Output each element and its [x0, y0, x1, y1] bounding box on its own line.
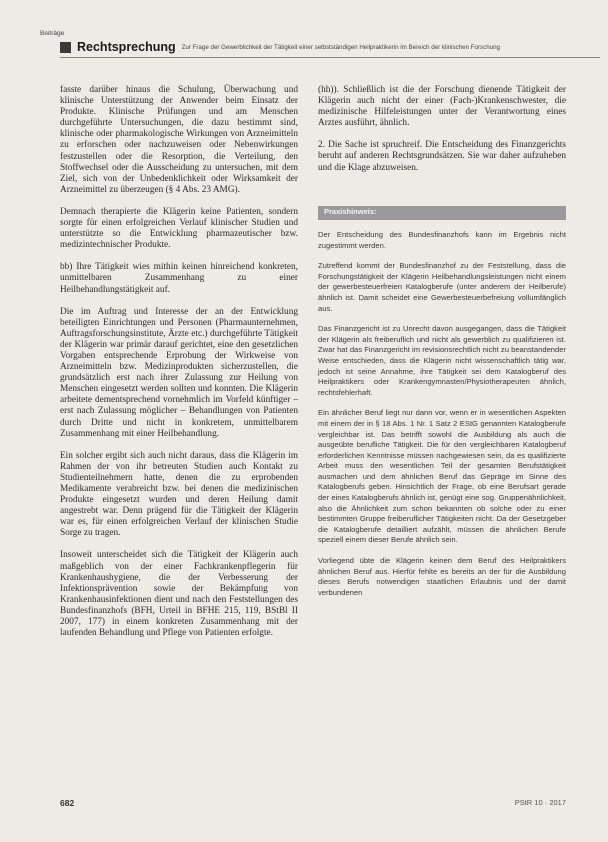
paragraph: Ein solcher ergibt sich auch nicht daraus, dass die Klägerin im Rahmen der von ihr betreuten Studien auch Kontakt zu Studienteilnehmern hatte, denen die zu erprobenden Medikamente verabreicht bzw. bei denen die medizinischen Produkte eingesetzt wurden und deren Heilung damit angestrebt war. Denn prägend für die Tätigkeit der Klägerin war es, für einen erfolgreichen Verlauf der klinischen Studie Sorge zu tragen. — [60, 450, 298, 539]
practice-note-body — [318, 230, 566, 608]
note-paragraph: Zutreffend kommt der Bundesfinanzhof zu der Feststellung, dass die Forschungstätigkeit der Klägerin Heilbehandlungsleistungen nicht einem der gewerbesteuerfreien Katalogberufe (unter anderem der Heilberufe) ähnlich ist. Damit scheidet eine Gewerbesteuerbefreiung vollumfänglich aus. — [318, 261, 566, 313]
note-paragraph: Vorliegend übte die Klägerin keinen dem Beruf des Heilpraktikers ähnlichen Beruf aus. Hierfür fehlte es bereits an der für die Ausbildung dieses Berufs notwendigen staatlichen Erlaubnis und der damit verbundenen — [318, 556, 566, 597]
paragraph: (hh)). Schließlich ist die der Forschung dienende Tätigkeit der Klägerin auch nicht der einer (Fach-)Krankenschwester, die medizinische Hilfeleistungen unter der Verantwortung eines Arztes ausführt, ähnlich. — [318, 85, 566, 129]
paragraph: fasste darüber hinaus die Schulung, Überwachung und klinische Unterstützung der Anwender beim Einsatz der Produkte. Klinische Prüfungen und am Menschen durchgeführte Untersuchungen, die dazu bestimmt sind, klinische oder pharmakologische Wirkungen von Arzneimitteln zu erforschen oder nachzuweisen oder Nebenwirkungen festzustellen oder die Resorption, die Verteilung, den Stoffwechsel oder die Ausscheidung zu untersuchen, mit dem Ziel, sich von der Unbedenklichkeit oder Wirksamkeit der Arzneimittel zu überzeugen (§ 4 Abs. 23 AMG). — [60, 85, 298, 195]
note-paragraph: Ein ähnlicher Beruf liegt nur dann vor, wenn er in wesentlichen Aspekten mit einem der in § 18 Abs. 1 Nr. 1 Satz 2 EStG genannten Katalogberufe vergleichbar ist. Das betrifft sowohl die Ausbildung als auch die ausgeübte berufliche Tätigkeit. Die für den vergleichbaren Katalogberuf erforderlichen Kenntnisse müssen nachgewiesen sein, da es qualifizierte Arbeit muss den wesentlichen Teil der gesamten Berufstätigkeit ausmachen und dem ähnlichen Beruf das Gepräge im Sinne des Katalogberufs geben. Hinsichtlich der Frage, ob eine Berufsart gerade der eines Katalogberufs ähnlich ist, genügt eine sog. Gruppenähnlichkeit, also die Ähnlichkeit zum schon bekannten ob solche oder zu einer bestimmten Gruppe freiberuflicher Tätigkeiten nicht. Da der Gesetzgeber die Katalogberufe detailliert aufzählt, müssen die ähnlichen Berufe speziell einem dieser Berufe ähnlich sein. — [318, 408, 566, 545]
note-paragraph: Das Finanzgericht ist zu Unrecht davon ausgegangen, dass die Tätigkeit der Klägerin als freiberuflich und nicht als gewerblich zu qualifizieren ist. Zwar hat das Finanzgericht im revisionsrechtlich nicht zu beanstandender Weise entschieden, dass die Klägerin nicht wissenschaftlich tätig war, jedoch ist seine Annahme, ihre Tätigkeit sei dem Katalogberuf des Heilpraktikers oder Krankengymnasten/Physiotherapeuten ähnlich, rechtsfehlerhaft. — [318, 324, 566, 397]
section-marker — [60, 42, 71, 53]
header-subtitle: Zur Frage der Gewerblichkeit der Tätigkeit einer selbstständigen Heilpraktikerin im Bereich der klinischen Forschung — [181, 43, 500, 51]
running-header — [60, 40, 600, 54]
section-label: Beiträge — [40, 30, 65, 37]
paragraph: 2. Die Sache ist spruchreif. Die Entscheidung des Finanzgerichts beruht auf anderen Rechtsgrundsätzen. Sie war daher aufzuheben und die Klage abzuweisen. — [318, 140, 566, 173]
paragraph: bb) Ihre Tätigkeit wies mithin keinen hinreichend konkreten, unmittelbaren Zusammenhang zu einer Heilbehandlungstätigkeit auf. — [60, 262, 298, 295]
journal-reference: PStR 10 · 2017 — [514, 798, 566, 807]
note-paragraph: Der Entscheidung des Bundesfinanzhofs kann im Ergebnis nicht zugestimmt werden. — [318, 230, 566, 250]
page-number: 682 — [60, 798, 75, 808]
practice-note-heading: Praxishinweis: — [324, 207, 377, 216]
right-column — [318, 85, 566, 185]
left-column — [60, 85, 298, 648]
paragraph: Die im Auftrag und Interesse der an der Entwicklung beteiligten Einrichtungen und Personen (Pharmaunternehmen, Auftragsforschungsinstitute, Ärzte etc.) durchgeführte Tätigkeit der Klägerin war primär darauf gerichtet, eine den gesetzlichen Vorgaben entsprechende Erprobung der Wirkweise von Arzneimitteln bzw. Medizinprodukten sicherzustellen, die grundsätzlich erst nach ihrer Zulassung zur Heilung von Menschen eingesetzt werden sollten und konnten. Die Klägerin arbeitete dementsprechend vornehmlich im Vorfeld künftiger – erst nach Zulassung möglicher – Behandlungen von Patienten durch Dritte und nicht in konkretem, unmittelbarem Zusammenhang mit einer Heilbehandlung. — [60, 306, 298, 439]
header-rule — [60, 57, 600, 58]
practice-note-header — [318, 206, 566, 220]
paragraph: Insoweit unterscheidet sich die Tätigkeit der Klägerin auch maßgeblich von der einer Fachkrankenpflegerin für Krankenhaushygiene, die der Verbesserung der Infektionsprävention sowie der Bekämpfung von Krankenhausinfektionen dient und nach den Feststellungen des Bundesfinanzhofs (BFH, Urteil in BFHE 215, 119, BStBl II 2007, 177) in einem konkreten Zusammenhang mit der laufenden Behandlung und Pflege von Patienten erfolgte. — [60, 550, 298, 639]
paragraph: Demnach therapierte die Klägerin keine Patienten, sondern sorgte für einen erfolgreichen Verlauf klinischer Studien und unterstützte so die Entwicklung pharmazeutischer bzw. medizintechnischer Produkte. — [60, 206, 298, 251]
header-title: Rechtsprechung — [77, 40, 176, 54]
